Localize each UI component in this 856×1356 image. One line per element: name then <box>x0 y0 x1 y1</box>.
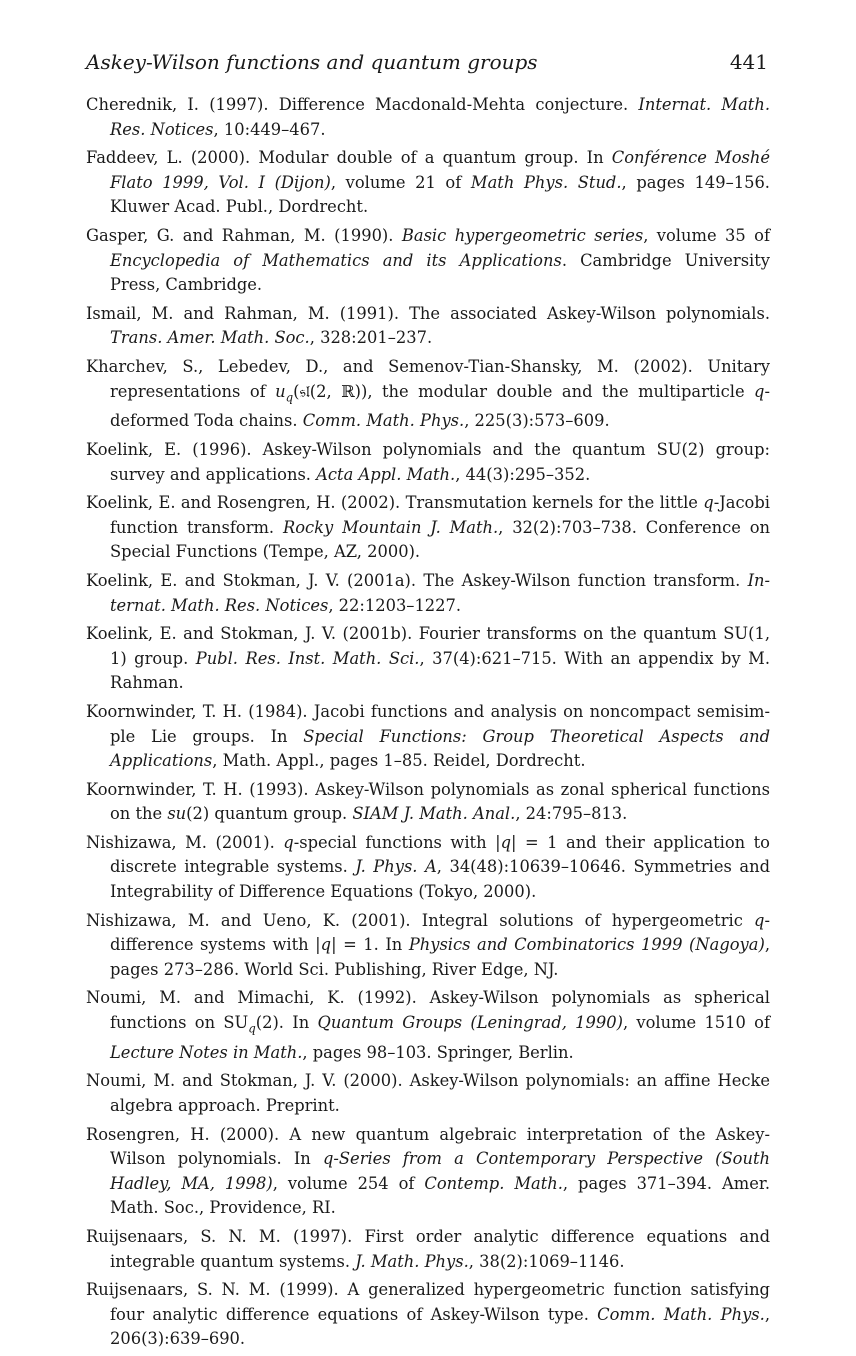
reference-text: (𝔰𝔩(2, ℝ)), the modular double and the multiparticle <box>293 381 755 401</box>
reference-italic-text: Conférence Moshé Flato 1999, Vol. I (Dijon) <box>110 148 770 192</box>
reference-entry <box>86 1278 770 1352</box>
reference-text: , 24:795–813. <box>515 804 628 824</box>
reference-italic-text: q <box>754 910 765 930</box>
reference-italic-text: u <box>275 381 286 401</box>
reference-text: , volume 1510 of <box>622 1013 770 1033</box>
reference-entry <box>86 355 770 434</box>
reference-text: -special functions with | <box>293 832 501 852</box>
reference-entry <box>86 569 770 618</box>
reference-text: Nishizawa, M. and Ueno, K. (2001). Integral solutions of hypergeometric <box>86 910 755 930</box>
reference-italic-text: Physics and Combinatorics 1999 (Nagoya) <box>408 935 765 955</box>
reference-text: , Math. Appl., pages 1–85. Reidel, Dordrecht. <box>212 751 586 771</box>
reference-text: Koornwinder, T. H. (1984). Jacobi functions and analysis on noncompact semisimple Lie groups. In <box>86 701 770 746</box>
reference-text: , 328:201–237. <box>309 328 433 348</box>
reference-text: Koornwinder, T. H. (1993). Askey-Wilson polynomials as zonal spherical functions on the <box>86 779 770 824</box>
reference-text: Koelink, E. and Stokman, J. V. (2001b). Fourier transforms on the quantum SU(1, 1) group. <box>86 624 770 668</box>
reference-entry <box>86 1123 770 1221</box>
reference-italic-text: Basic hypergeometric series <box>401 225 644 245</box>
reference-italic-text: q <box>703 493 714 513</box>
reference-entry <box>86 146 770 220</box>
page-number: 441 <box>729 50 768 74</box>
reference-text: , volume 35 of <box>643 225 770 245</box>
reference-italic-text: J. Math. Phys. <box>355 1251 469 1271</box>
reference-italic-text: Comm. Math. Phys. <box>302 411 465 431</box>
reference-italic-text: q <box>320 935 332 955</box>
reference-entry <box>86 438 770 487</box>
running-title: Askey-Wilson functions and quantum groups <box>86 50 538 74</box>
reference-text: , pages 98–103. Springer, Berlin. <box>302 1042 574 1062</box>
reference-text: (2). In <box>255 1013 318 1033</box>
reference-text: , pages 149–156. Kluwer Acad. Publ., Dordrecht. <box>110 172 770 217</box>
reference-text: Koelink, E. (1996). Askey-Wilson polynomials and the quantum SU(2) group: survey and applications. <box>86 439 770 484</box>
reference-text: , pages 371–394. Amer. Math. Soc., Providence, RI. <box>110 1173 770 1218</box>
reference-entry <box>86 986 770 1065</box>
reference-italic-text: Acta Appl. Math. <box>316 464 456 484</box>
running-header <box>86 50 768 80</box>
reference-text: Rosengren, H. (2000). A new quantum algebraic interpretation of the Askey-Wilson polynomials. In <box>86 1124 770 1169</box>
reference-text: , 34(48):10639–10646. Symmetries and Integrability of Difference Equations (Tokyo, 2000). <box>110 857 771 902</box>
reference-italic-text: Lecture Notes in Math. <box>110 1042 303 1062</box>
reference-text: , volume 21 of <box>330 172 471 192</box>
reference-text: , 44(3):295–352. <box>455 464 591 484</box>
reference-text: Ruijsenaars, S. N. M. (1997). First order analytic difference equations and integrable quantum systems. <box>86 1227 770 1271</box>
reference-text: , 37(4):621–715. With an appendix by M. Rahman. <box>110 648 770 693</box>
reference-text: Koelink, E. and Stokman, J. V. (2001a). The Askey-Wilson function transform. <box>86 570 748 590</box>
reference-italic-text: q <box>754 381 765 401</box>
reference-italic-text: q <box>285 389 294 404</box>
reference-text: Ismail, M. and Rahman, M. (1991). The associated Askey-Wilson polynomials. <box>86 303 770 323</box>
reference-italic-text: Internat. Math. Res. Notices <box>110 570 770 615</box>
reference-text: -deformed Toda chains. <box>110 381 770 431</box>
reference-list <box>86 93 770 1356</box>
reference-text: Kharchev, S., Lebedev, D., and Semenov-Tian-Shansky, M. (2002). Unitary representations of <box>86 356 770 401</box>
reference-text: , 225(3):573–609. <box>464 411 610 431</box>
reference-italic-text: q <box>283 832 294 852</box>
reference-text: Ruijsenaars, S. N. M. (1999). A generalized hypergeometric function satisfying four analytic difference equations of Askey-Wilson type. <box>86 1280 770 1324</box>
reference-italic-text: Math Phys. Stud. <box>470 172 622 192</box>
reference-text: Gasper, G. and Rahman, M. (1990). <box>86 225 402 245</box>
reference-text: . Cambridge University Press, Cambridge. <box>110 250 770 295</box>
reference-text: , 32(2):703–738. Conference on Special Functions (Tempe, AZ, 2000). <box>110 517 770 562</box>
reference-text: , 38(2):1069–1146. <box>468 1251 625 1271</box>
reference-italic-text: Special Functions: Group Theoretical Aspects and Applications <box>110 726 770 771</box>
reference-text: Cherednik, I. (1997). Difference Macdonald-Mehta conjecture. <box>86 95 639 114</box>
reference-italic-text: J. Phys. A <box>355 857 437 877</box>
reference-entry <box>86 1069 770 1118</box>
reference-italic-text: Encyclopedia of Mathematics and its Applications <box>110 250 562 270</box>
reference-text: , volume 254 of <box>272 1173 425 1193</box>
reference-entry <box>86 491 770 565</box>
reference-entry <box>86 302 770 351</box>
reference-italic-text: Rocky Mountain J. Math. <box>282 517 499 537</box>
reference-entry <box>86 1225 770 1274</box>
reference-text: -difference systems with | <box>110 910 770 955</box>
reference-entry <box>86 93 770 142</box>
reference-text: , 22:1203–1227. <box>328 595 462 615</box>
reference-text: , 206(3):639–690. <box>110 1304 771 1349</box>
reference-italic-text: su <box>167 804 187 824</box>
reference-text: Noumi, M. and Mimachi, K. (1992). Askey-Wilson polynomials as spherical functions on SU <box>86 988 770 1033</box>
reference-italic-text: q <box>248 1021 256 1036</box>
reference-entry <box>86 778 770 827</box>
reference-text: Nishizawa, M. (2001). <box>86 832 284 852</box>
reference-entry <box>86 224 770 298</box>
reference-entry <box>86 831 770 905</box>
reference-text: Faddeev, L. (2000). Modular double of a quantum group. In <box>86 148 612 168</box>
reference-italic-text: SIAM J. Math. Anal. <box>352 804 516 824</box>
reference-entry <box>86 700 770 774</box>
reference-text: | = 1 and their application to discrete integrable systems. <box>110 832 770 877</box>
reference-entry <box>86 622 770 696</box>
reference-italic-text: Publ. Res. Inst. Math. Sci. <box>195 648 420 668</box>
reference-italic-text: q-Series from a Contemporary Perspective (South Hadley, MA, 1998) <box>110 1149 770 1193</box>
reference-italic-text: q <box>500 832 512 852</box>
reference-text: Noumi, M. and Stokman, J. V. (2000). Askey-Wilson polynomials: an affine Hecke algebra approach. Preprint. <box>86 1071 770 1116</box>
reference-italic-text: Trans. Amer. Math. Soc. <box>110 328 310 348</box>
reference-italic-text: Internat. Math. Res. Notices <box>110 95 770 139</box>
reference-text: | = 1. In <box>331 935 409 955</box>
reference-italic-text: Quantum Groups (Leningrad, 1990) <box>317 1013 623 1033</box>
reference-text: -Jacobi function transform. <box>110 493 770 537</box>
reference-text: Koelink, E. and Rosengren, H. (2002). Transmutation kernels for the little <box>86 493 704 513</box>
reference-italic-text: Comm. Math. Phys. <box>597 1304 765 1324</box>
reference-italic-text: Contemp. Math. <box>424 1173 563 1193</box>
reference-text: , pages 273–286. World Sci. Publishing, River Edge, NJ. <box>110 935 770 979</box>
reference-text: , 10:449–467. <box>213 119 326 139</box>
reference-entry <box>86 909 770 983</box>
reference-text: (2) quantum group. <box>186 804 353 824</box>
